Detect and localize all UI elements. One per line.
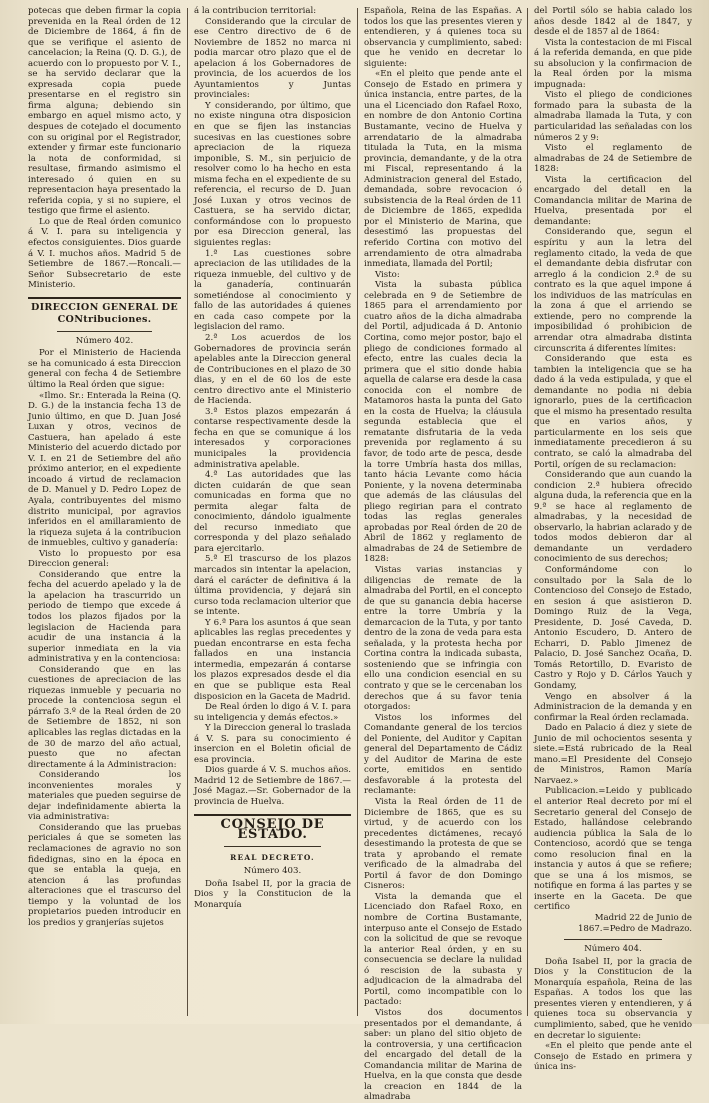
paragraph: Por el Ministerio de Hacienda se ha comunicado á esta Direccion general con fecha 4 de Setiembre último la Real órden que sigue: [28,348,181,390]
paragraph: Vista la subasta pública celebrada en 9 de Setiembre de 1865 para el arrendamiento por cuatro años de la dicha almadraba del Portil, adjudicada á D. Antonio Cortina, como mejor postor, bajo el pliego de condiciones formado al efecto, entre las cuales decia la primera que el sitio donde habia aquella de calarse era desde la casa conocida con el nombre de Matamoros hasta la punta del Gato en la costa de Huelva; la cláusula segunda establecia que el rematante disfrutaria de la veda prevenida por reglamento á su favor, de todo arte de pesca, desde la torre Umbría hasta dos millas, tanto hácia Levante como hácia Poniente, y la novena determinaba que además de las cláusulas del pliego regirian para el contrato todas las reglas generales aprobadas por Real órden de 20 de Abril de 1862 y reglamento de almadrabas de 24 de Setiembre de 1828: [364,280,522,565]
column-divider [527,8,528,1016]
paragraph: Dado en Palacio á diez y siete de Junio de mil ochocientos sesenta y siete.=Está rubricado de la Real mano.=El Presidente del Consejo de Ministros, Ramon María Narvaez.» [534,723,692,786]
paragraph: Y la Direccion general lo traslada á V. S. para su conocimiento é insercion en el Boletin oficial de esa provincia. [194,723,351,765]
paragraph: Publicacion.=Leido y publicado el anterior Real decreto por mí el Secretario general del Consejo de Estado, hallándose celebrando audiencia pública la Sala de lo Contencioso, acordó que se tenga como resolucion final en la instancia y autos á que se refiere; que se una á los mismos, se notifique en forma á las partes y se inserte en la Gaceta. De que certifico [534,786,692,913]
paragraph: Vistos los informes del Comandante general de los tercios del Poniente, del Auditor y Capitan general del Departamento de Cádiz y del Auditor de Marina de este corte, emitidos en sentido desfavorable á la protesta del reclamante: [364,712,522,797]
decree-title: REAL DECRETO. [230,852,315,862]
paragraph: Y considerando, por último, que no existe ninguna otra disposicion en que se fijen las instancias sucesivas en las cuestiones sobre apreciacion de la riqueza imponible, S. M., sin perjuicio de resolver como lo ha hecho en esta misma fecha en el expediente de su referencia, el recurso de D. Juan José Luxan y otros vecinos de Castuera, se ha servido dictar, conformándose con lo propuesto por esa Direccion general, las siguientes reglas: [194,100,351,249]
paragraph: Visto lo propuesto por esa Direccion general: [28,548,181,570]
paragraph: Española, Reina de las Españas. A todos los que las presentes vieren y entendieren, y á quienes toca su observancia y cumplimiento, sabed: que he venido en decretar lo siguiente: [364,6,522,69]
paragraph: Vistas varias instancias y diligencias de remate de la almadraba del Portil, en el concepto de que su ganancia debia hacerse entre la torre Umbría y la demarcacion de la Tuta, y por tanto dentro de la zona de veda para esta señalada, y la protesta hecha por Cortina contra la indicada subasta, sosteniendo que se infringia con ello una condicion esencial en su contrato y que se le cercenaban los derechos que á su favor tenia otorgados: [364,564,522,713]
paragraph: Visto: [375,269,400,280]
paragraph: Considerando los inconvenientes morales y materiales que pueden seguirse de dejar indefinidamente abierta la via administrativa: [28,770,181,823]
paragraph: Considerando que en las cuestiones de apreciacion de las riquezas inmueble y pecuaria no procede la contenciosa segun el párrafo 3.º de la Real órden de 20 de Setiembre de 1852, ni son aplicables las reglas dictadas en la de 30 de marzo del año actual, puesto que no afectan directamente á la Administracion: [28,664,181,770]
paragraph: Vista la contestacion de mi Fiscal á la referida demanda, en que pide su absolucion y la confirmacion de la Real órden por la misma impugnada: [534,37,692,90]
paragraph: Vistos dos documentos presentados por el demandante, á saber: un plano del sitio objeto de la controversia, y una certificacion del encargado del detall de la Comandancia militar de Marina de Huelva, en la que consta que desde la creacion en 1844 de la almadraba [364,1007,522,1103]
paragraph: Visto el reglamento de almadrabas de 24 de Setiembre de 1828: [534,143,692,175]
paragraph: Conformándome con lo consultado por la Sala de lo Contencioso del Consejo de Estado, en sesion á que asistieron D. Domingo Ruiz de la Vega, Presidente, D. José Caveda, D. Antonio Escudero, D. Antero de Echarri, D. Pablo Jimenez de Palacio, D. José Sanchez Ocaña, D. Tomás Retortillo, D. Evaristo de Castro y Rojo y D. Cárlos Yauch y Gondamy, [534,564,692,691]
paragraph: á la contribucion territorial: [194,6,317,16]
column-4 [534,6,692,1073]
column-1 [28,6,181,1018]
item-number: Número 402. [75,335,134,346]
item-number: Número 404. [584,944,642,955]
paragraph: Considerando que la circular de ese Centro directivo de 6 de Noviembre de 1852 no marca ni podia marcar otro plazo que el de apelacion á los Gobernadores de provincia, de los acuerdos de los Ayuntamientos y Juntas provinciales: [194,16,351,101]
paragraph: Lo que de Real órden comunico á V. I. para su inteligencia y efectos consiguientes. Dios guarde á V. I. muchos años. Madrid 5 de Setiembre de 1867.—Roncali.—Señor Subsecretario de este Ministerio. [28,216,181,291]
column-divider [187,8,188,1016]
item-number: Número 403. [243,866,302,877]
column-2 [194,6,351,1018]
section-title: DIRECCION GENERAL DE CONtribuciones. [30,301,179,325]
paragraph: Doña Isabel II, por la gracia de Dios y la Constitucion de la Monarquía [194,878,351,910]
paragraph: Vista la Real órden de 11 de Diciembre de 1865, que es su virtud, y de acuerdo con los precedentes dictámenes, recayó desestimando la protesta de que se trata y aprobando el remate verificado de la almadraba del Portil á favor de don Domingo Cisneros: [364,797,522,892]
signature-line: Madrid 22 de Junio de 1867.=Pedro de Madrazo. [577,913,692,934]
paragraph: 4.ª Las autoridades que las dicten cuidarán de que sean comunicadas en forma que no permita alegar falta de conocimiento, dándolo igualmente del recurso inmediato que corresponda y del plazo señalado para ejercitarlo. [194,470,351,554]
paragraph: Considerando que, segun el espíritu y aun la letra del reglamento citado, la veda de que el demandante debia disfrutar con arreglo á la condicion 2.ª de su contrato es la que aquel impone á los individuos de las matrículas en la zona á que el arriendo se extiende, pero no comprende la imposibilidad ó prohibicion de arrendar otra almadraba distinta circunscrita á diferentes límites: [534,227,692,354]
divider [224,846,321,847]
paragraph: Vista la demanda que el Licenciado don Rafael Roxo, en nombre de Cortina Bustamante, interpuso ante el Consejo de Estado con la solicitud de que se revoque la anterior Real órden, y en su consecuencia se declare la nulidad ó rescision de la subasta y adjudicacion de la almadraba del Portil, como incompatible con lo pactado: [364,891,522,1008]
paragraph: 3.ª Estos plazos empezarán á contarse respectivamente desde la fecha en que se comunique á los interesados y corporaciones municipales la providencia administrativa apelable. [194,406,351,470]
paragraph: Dios guarde á V. S. muchos años. Madrid 12 de Setiembre de 1867.—José Magaz.—Sr. Gobernador de la provincia de Huelva. [194,765,351,808]
paragraph: Considerando que entre la fecha del acuerdo apelado y la de la apelacion ha trascurrido un periodo de tiempo que excede á todos los plazos fijados por la legislacion de Hacienda para acudir de una instancia á la superior inmediata en la via administrativa y en la contenciosa: [28,569,181,665]
paragraph: potecas que deben firmar la copia prevenida en la Real órden de 12 de Diciembre de 1864, á fin de que se verifique el asiento de cancelacion; la Reina (Q. D. G.), de acuerdo con lo propuesto por V. I., se ha servido declarar que la expresada copia puede presentarse en el registro sin firma alguna; debiendo sin embargo en aquel mismo acto, y despues de cotejado el documento con su original por el Registrador, extender y firmar este funcionario la nota de conformidad, si resultase, firmando asimismo el interesado ó quien en su representacion haya presentado la referida copia, y si no supiere, el testigo que firme el asiento. [28,6,181,217]
paragraph: «En el pleito que pende ante el Consejo de Estado en primera y única ins- [534,1041,692,1073]
paragraph: 5.ª El trascurso de los plazos marcados sin intentar la apelacion, dará el carácter de definitiva á la última providencia, y dejará sin curso toda reclamacion ulterior que se intente. [194,554,351,618]
divider [57,331,152,332]
section-divider [194,814,351,816]
paragraph: Considerando que aun cuando la condicion 2.ª hubiera ofrecido alguna duda, la referencia que en la 9.ª se hace al reglamento de almadrabas, y la necesidad de observarlo, la habrian aclarado y de todos modos debieron dar al demandante un verdadero conocimiento de sus derechos; [534,470,692,565]
paragraph: Visto el pliego de condiciones formado para la subasta de la almadraba llamada la Tuta, y con particularidad las señaladas con los números 2 y 9: [534,90,692,143]
section-title: CONSEJO DE ESTADO. [220,816,325,843]
paragraph: Considerando que las pruebas periciales á que se someten las reclamaciones de agravio no son fidedignas, sino en la época en que se entabla la queja, en atencion á las profundas alteraciones que el trascurso del tiempo y la voluntad de los propietarios pueden introducir en los predios y granjerías sujetos [28,822,181,928]
paragraph: Vengo en absolver á la Administracion de la demanda y en confirmar la Real órden reclamada. [534,691,692,723]
paragraph: del Portil sólo se habia calado los años desde 1842 al de 1847, y desde el de 1857 al de 1864: [534,6,692,38]
paragraph: «En el pleito que pende ante el Consejo de Estado en primera y única instancia, entre partes, de la una el Licenciado don Rafael Roxo, en nombre de don Antonio Cortina Bustamante, vecino de Huelva y arrendatario de la almadraba titulada la Tuta, en la misma provincia, demandante, y de la otra mi Fiscal, representando á la Administracion general del Estado, demandada, sobre revocacion ó subsistencia de la Real órden de 11 de Diciembre de 1865, expedida por el Ministerio de Marina, que desestimó las propuestas del referido Cortina con motivo del arrendamiento de otra almadraba inmediata, llamada del Portil; [364,69,522,270]
divider [564,939,662,940]
section-divider [28,297,181,299]
column-divider [357,8,358,1016]
paragraph: «Ilmo. Sr.: Enterada la Reina (Q. D. G.) de la instancia fecha 13 de Junio último, en que D. Juan José Luxan y otros, vecinos de Castuera, han apelado á este Ministerio del acuerdo dictado por V. I. en 21 de Setiembre del año próximo anterior, en el expediente incoado á virtud de reclamacion de D. Manuel y D. Pedro Lopez de Ayala, contribuyentes del mismo distrito municipal, por agravios inferidos en el amillaramiento de la riqueza sujeta á la contribucion de inmuebles, cultivo y ganadería: [28,390,181,549]
paragraph: Considerando que esta es tambien la inteligencia que se ha dado á la veda estipulada, y que el demandante no podia ni debia ignorarlo, pues de la certificacion que el mismo ha presentado resulta que en varios años, y particularmente en los seis que inmediatamente precedieron á su contrato, se caló la almadraba del Portil, orígen de su reclamacion: [534,354,692,470]
paragraph: 2.ª Los acuerdos de los Gobernadores de provincia serán apelables ante la Direccion general de Contribuciones en el plazo de 30 dias, y en el de 60 los de este centro directivo ante el Ministerio de Hacienda. [194,332,351,407]
paragraph: 1.ª Las cuestiones sobre apreciacion de las utilidades de la riqueza inmueble, del cultivo y de la ganadería, continuarán sometiéndose al conocimiento y fallo de las autoridades á quienes en cada caso compete por la legislacion del ramo. [194,248,351,333]
paragraph: Y 6.ª Para los asuntos á que sean aplicables las reglas precedentes y puedan encontrarse en esta fecha fallados en una instancia intermedia, empezarán á contarse los plazos expresados desde el dia en que se publique esta Real disposicion en la Gaceta de Madrid. [194,617,351,702]
paragraph: Doña Isabel II, por la gracia de Dios y la Constitucion de la Monarquía española, Reina de las Españas. A todos los que las presentes vieren y entendieren, y á quienes toca su observancia y cumplimiento, sabed, que he venido en decretar lo siguiente: [534,956,692,1041]
paragraph: De Real órden lo digo á V. I. para su inteligencia y demás efectos.» [194,702,351,723]
paragraph: Vista la certificacion del encargado del detall en la Comandancia militar de Marina de Huelva, presentada por el demandante: [534,174,692,227]
column-3 [364,6,522,1103]
